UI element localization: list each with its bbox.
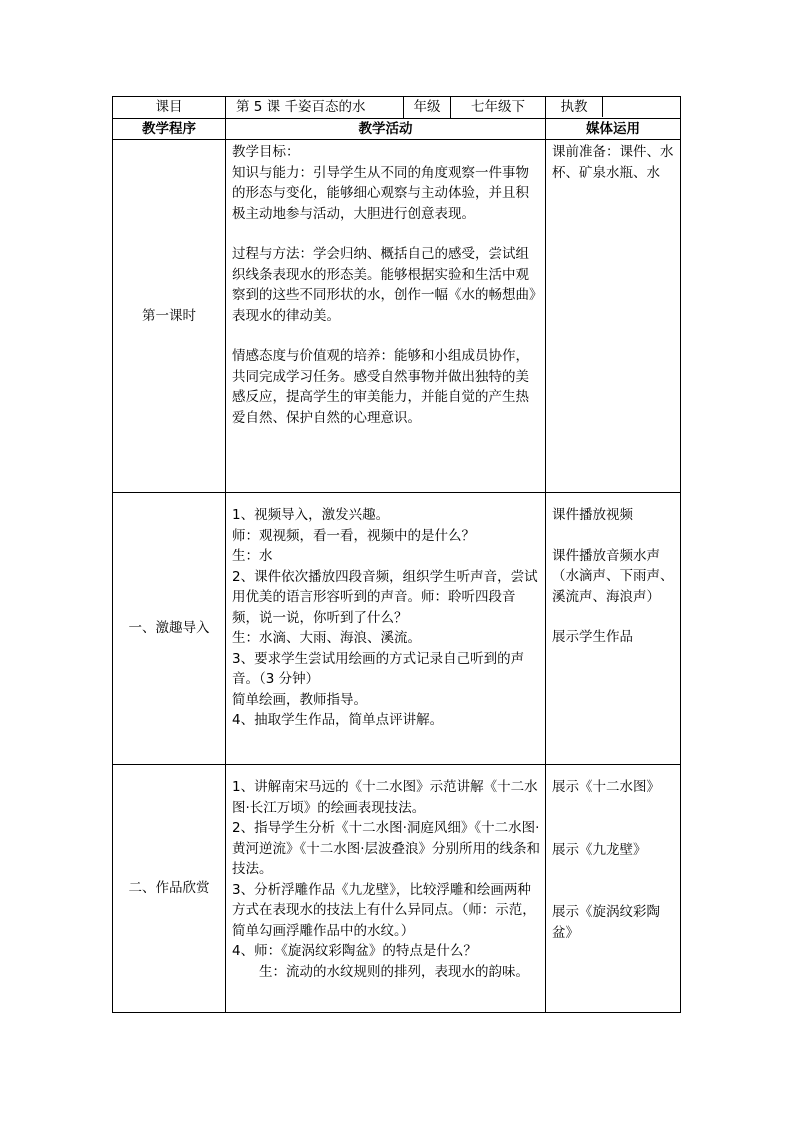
activity-line: 生：水 [232,548,273,564]
course-value: 第 5 课 千姿百态的水 [226,97,404,119]
media-line: 课件播放视频 [552,507,633,523]
activity-line: 4、抽取学生作品，简单点评讲解。 [232,712,444,728]
activity-line: 师：观视频，看一看，视频中的是什么？ [232,527,475,544]
blank-line [552,860,677,902]
media-cell [546,765,681,1013]
blank-line [552,607,677,627]
lesson-plan-table [112,96,681,1013]
grade-label: 年级 [404,97,451,119]
column-header-row [113,118,681,140]
media-line: 课前准备：课件、水杯、矿泉水瓶、水 [552,144,674,181]
procedure-cell: 第一课时 [113,140,226,493]
activity-line: 生：水滴、大雨、海浪、溪流。 [232,630,421,646]
activity-header: 教学活动 [226,118,546,140]
procedure-cell: 二、作品欣赏 [113,765,226,1013]
activity-paragraph: 情感态度与价值观的培养：能够和小组成员协作，共同完成学习任务。感受自然事物并做出独特的美感反应，提高学生的审美能力，并能自觉的产生热爱自然、保护自然的心理意识。 [232,348,529,426]
activity-cell [226,765,546,1013]
media-line: 展示《十二水图》 [552,779,660,795]
table-row [113,493,681,765]
media-header: 媒体运用 [546,118,681,140]
media-cell [546,140,681,493]
activity-paragraph: 3、要求学生尝试用绘画的方式记录自己听到的声音。（3 分钟） [232,650,525,687]
activity-cell [226,140,546,493]
blank-line [232,326,542,346]
activity-cell [226,493,546,765]
activity-paragraph: 生：流动的水纹规则的排列，表现水的韵味。 [259,963,529,980]
activity-line: 4、师：《旋涡纹彩陶盆》的特点是什么？ [232,943,477,959]
table-row [113,140,681,493]
activity-paragraph: 2、课件依次播放四段音频，组织学生听声音，尝试用优美的语言形容听到的声音。师：聆听四段音频，说一说，你听到了什么？ [232,568,538,626]
media-cell [546,493,681,765]
activity-line: 1、视频导入，激发兴趣。 [232,507,390,523]
course-label: 课目 [113,97,226,119]
teacher-value [603,97,680,117]
media-line: 展示学生作品 [552,629,633,645]
activity-paragraph: 知识与能力：引导学生从不同的角度观察一件事物的形态与变化，能够细心观察与主动体验，并且积极主动地参与活动，大胆进行创意表现。 [232,164,529,222]
activity-paragraph: 3、分析浮雕作品《九龙壁》，比较浮雕和绘画两种方式在表现水的技法上有什么异同点。（师：示范，简单勾画浮雕作品中的水纹。） [232,881,536,939]
grade-value: 七年级下 [451,97,546,119]
media-line: 展示《九龙壁》 [552,841,647,858]
procedure-header: 教学程序 [113,118,226,140]
media-line: 展示《旋涡纹彩陶盆》 [552,904,660,941]
blank-line [552,526,677,546]
blank-line [552,798,677,840]
activity-line: 教学目标： [232,144,300,160]
course-info-row [113,97,681,119]
media-line: 课件播放音频水声（水滴声、下雨声、溪流声、海浪声） [552,547,674,605]
table-row [113,765,681,1013]
activity-paragraph: 2、指导学生分析《十二水图·洞庭风细》《十二水图·黄河逆流》《十二水图·层波叠浪》分别所用的线条和技法。 [232,820,541,877]
activity-line: 简单绘画，教师指导。 [232,691,367,708]
activity-paragraph: 1、讲解南宋马远的《十二水图》示范讲解《十二水图·长江万顷》的绘画表现技法。 [232,779,538,816]
blank-line [232,224,542,244]
teacher-cell [546,97,681,119]
teacher-label: 执教 [546,97,603,117]
activity-paragraph: 过程与方法：学会归纳、概括自己的感受，尝试组织线条表现水的形态美。能够根据实验和生活中观察到的这些不同形状的水，创作一幅《水的畅想曲》表现水的律动美。 [232,246,536,324]
procedure-cell: 一、激趣导入 [113,493,226,765]
